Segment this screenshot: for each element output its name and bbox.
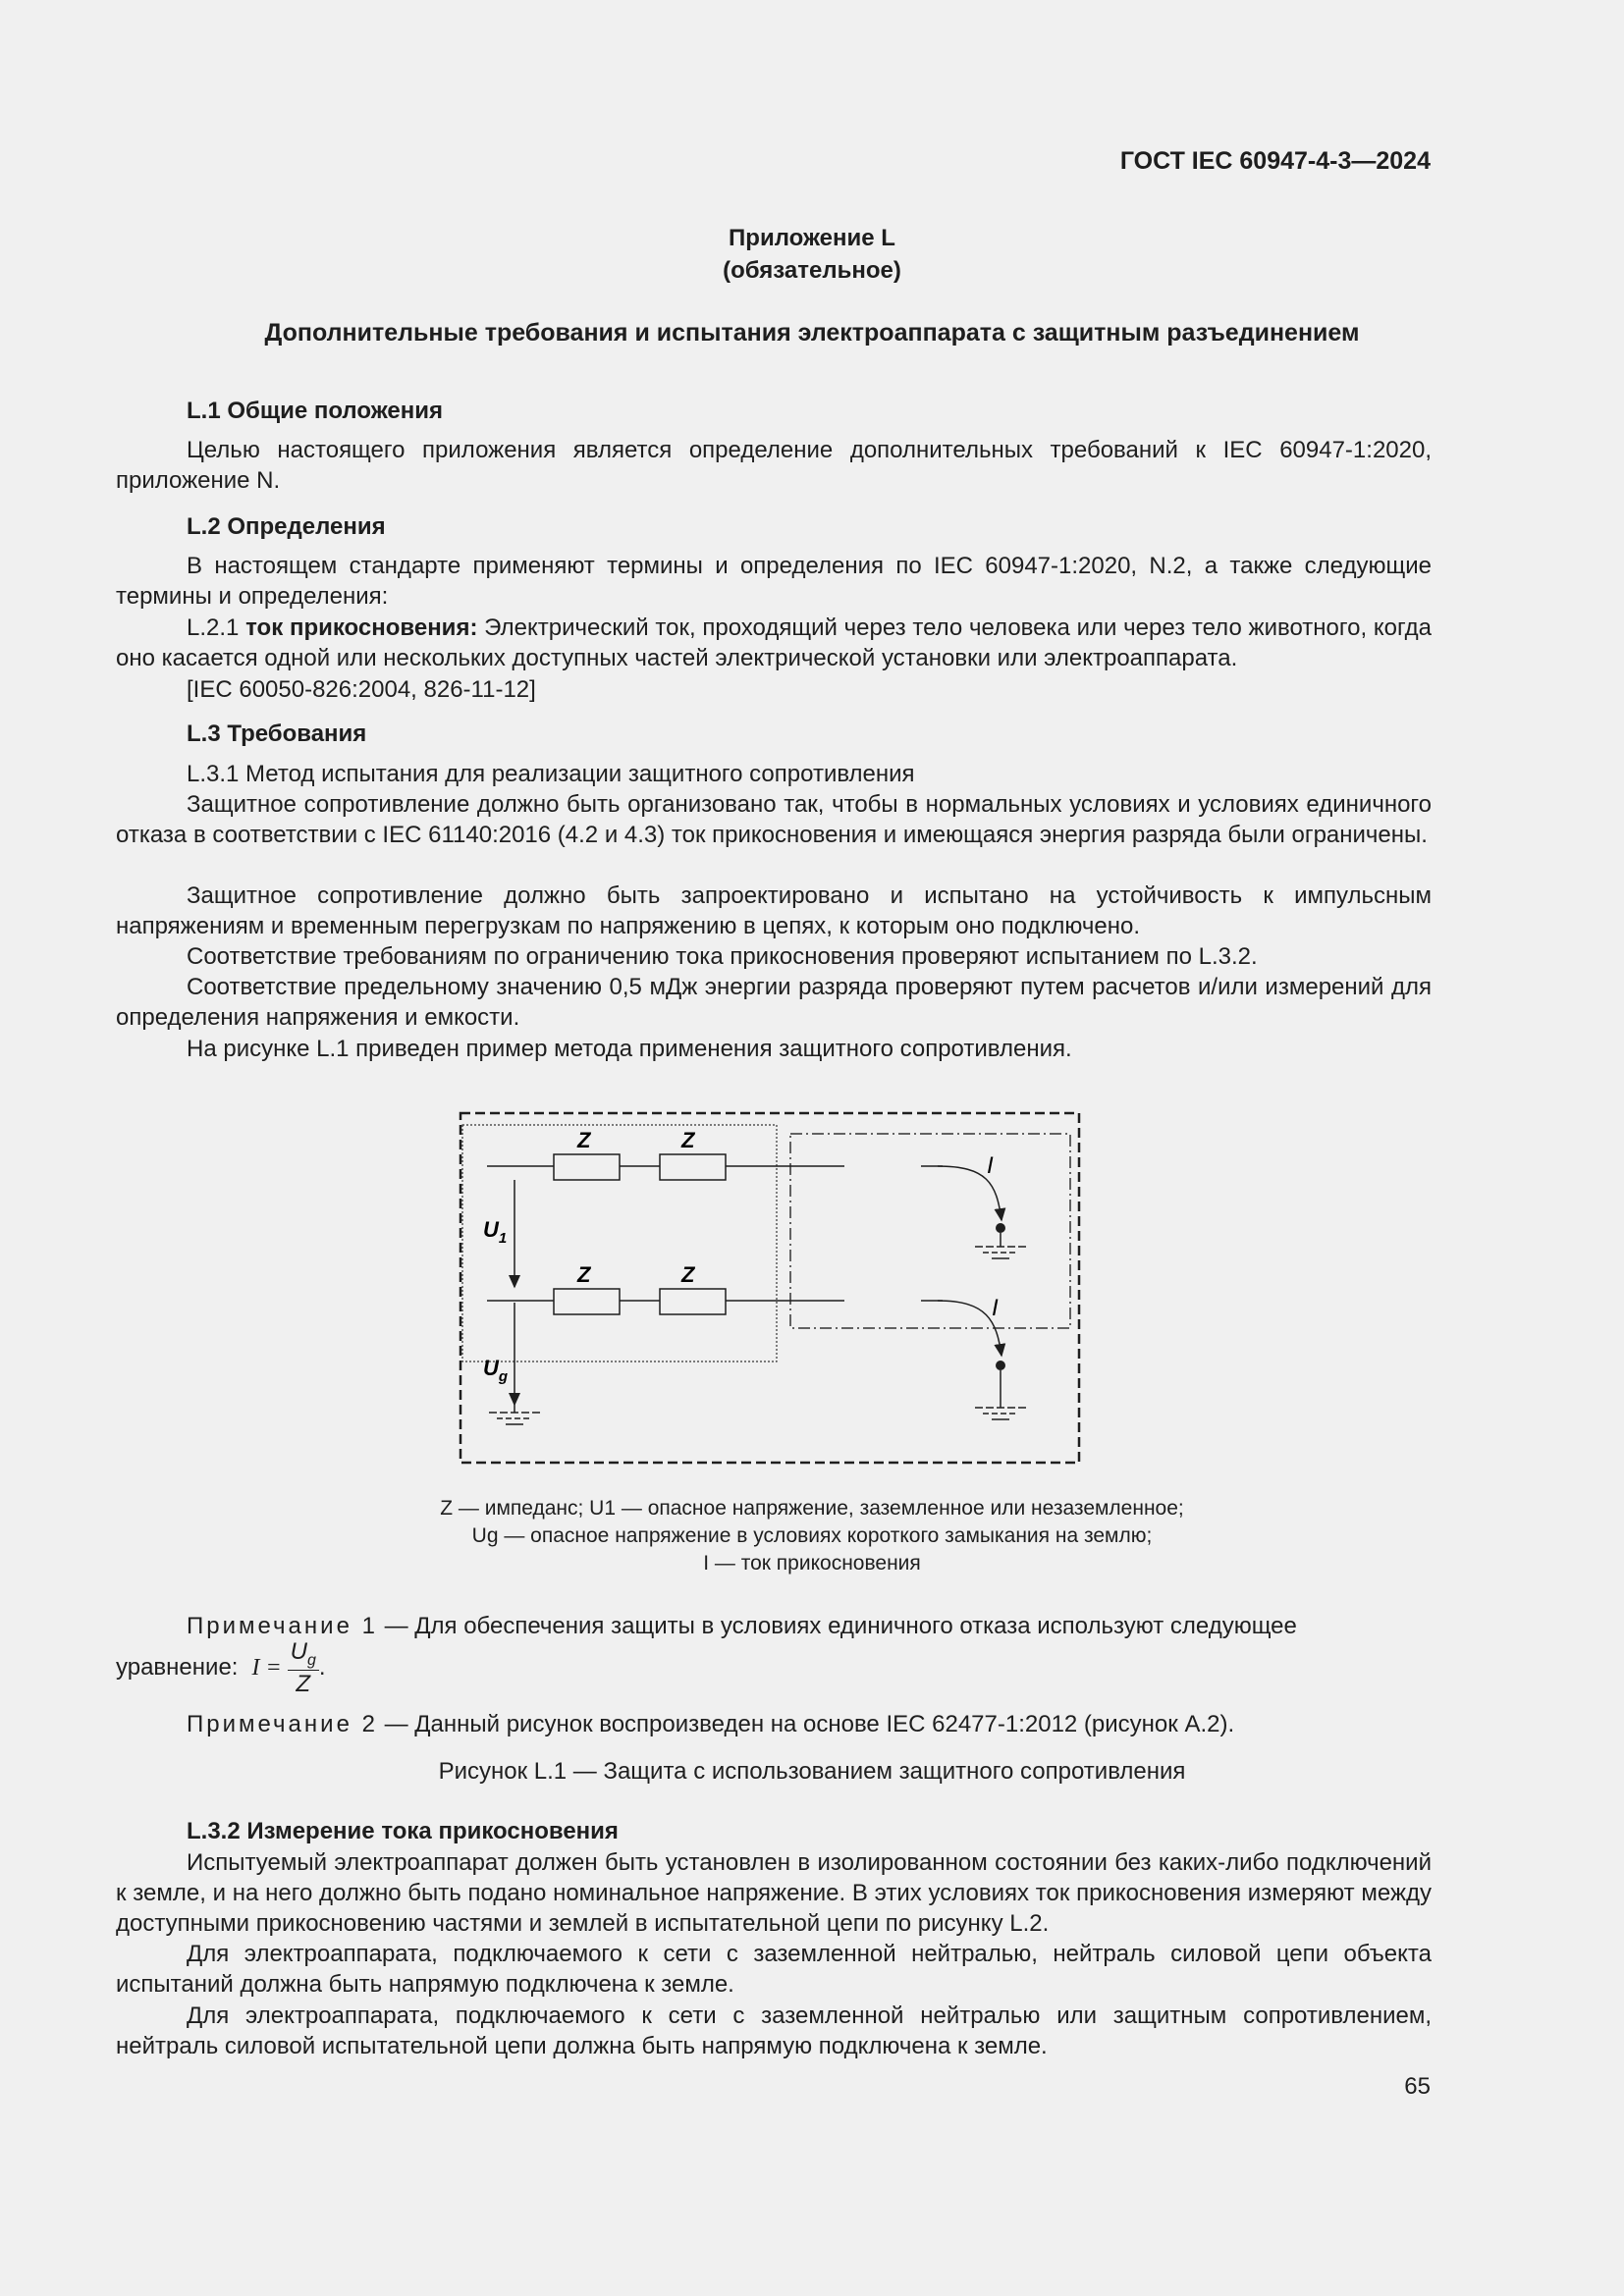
paragraph-l3-2-3: Для электроаппарата, подключаемого к сети с заземленной нейтралью или защитным сопротивлением, нейтраль силовой испытательной цепи должна быть напрямую подключена к земле. xyxy=(116,2002,1432,2059)
paragraph-l3-2-2: Для электроаппарата, подключаемого к сети с заземленной нейтралью, нейтраль силовой цепи объекта испытаний должна быть напрямую подключена к земле. xyxy=(116,1941,1432,1998)
equation-denominator: Z xyxy=(296,1670,311,1697)
figure-legend-line-1: Z — импеданс; U1 — опасное напряжение, заземленное или незаземленное; xyxy=(440,1497,1184,1520)
document-code: ГОСТ IEC 60947-4-3—2024 xyxy=(1119,147,1431,175)
dashdot-boundary xyxy=(790,1134,1070,1328)
page-number: 65 xyxy=(1404,2073,1431,2100)
section-heading-l3-2: L.3.2 Измерение тока прикосновения xyxy=(187,1818,619,1844)
touch-point xyxy=(996,1223,1005,1233)
impedance-resistor xyxy=(660,1154,726,1180)
definition-reference: [IEC 60050-826:2004, 826-11-12] xyxy=(187,676,536,703)
definition-text: Электрический ток, проходящий через тело человека или через тело животного, когда оно касается одной или нескольких доступных частей электрической установки или электроаппарата. xyxy=(116,614,1432,671)
annex-title: Приложение L xyxy=(729,225,895,251)
figure-legend-line-2: Ug — опасное напряжение в условиях короткого замыкания на землю; xyxy=(471,1524,1153,1547)
label-ug: $U_g$ xyxy=(483,1356,509,1385)
label-z: Z xyxy=(577,1262,591,1287)
paragraph-l3-2-1: Испытуемый электроаппарат должен быть установлен в изолированном состоянии без каких-либо подключений к земле, и на него должно быть подано номинальное напряжение. В этих условиях ток прикосновения измеряют между доступными прикосновению частями и землей в испытательной цепи по рисунку L.2. xyxy=(116,1849,1432,1937)
label-i: I xyxy=(987,1152,994,1179)
paragraph-l3-5: На рисунке L.1 приведен пример метода применения защитного сопротивления. xyxy=(187,1036,1072,1062)
figure-note-1 xyxy=(116,1611,1432,1641)
note-label: Примечание 2 xyxy=(187,1711,378,1737)
label-z: Z xyxy=(681,1128,695,1152)
note-label: Примечание 1 xyxy=(187,1613,378,1639)
paragraph-l3-2: Защитное сопротивление должно быть запроектировано и испытано на устойчивость к импульсным напряжениям и временным перегрузкам по напряжению в цепях, к которым оно подключено. xyxy=(116,882,1432,939)
annex-heading: Дополнительные требования и испытания электроаппарата с защитным разъединением xyxy=(264,319,1360,347)
figure-note-2 xyxy=(116,1709,1432,1739)
section-heading-l3: L.3 Требования xyxy=(187,721,367,747)
subsection-l3-1: L.3.1 Метод испытания для реализации защитного сопротивления xyxy=(187,761,915,787)
definition-l2-1 xyxy=(116,613,1432,673)
label-i: I xyxy=(992,1295,999,1321)
equation-numerator: $U_g$ xyxy=(288,1638,319,1671)
definition-term: ток прикосновения: xyxy=(245,614,478,641)
section-heading-l1: L.1 Общие положения xyxy=(187,398,443,424)
note-text: — Данный рисунок воспроизведен на основе IEC 62477-1:2012 (рисунок А.2). xyxy=(377,1711,1235,1737)
figure-l1-diagram xyxy=(452,1104,1090,1472)
impedance-resistor xyxy=(554,1289,620,1314)
note-equation: уравнение: I = $\frac{U_g}{Z}$ . xyxy=(116,1638,326,1697)
equation-prefix: уравнение: xyxy=(116,1654,239,1682)
equation-lhs: I = xyxy=(251,1654,282,1681)
figure-legend-line-3: I — ток прикосновения xyxy=(703,1552,921,1575)
annex-status: (обязательное) xyxy=(723,257,901,284)
ground-symbol xyxy=(975,1370,1026,1419)
ground-symbol xyxy=(489,1405,540,1424)
impedance-resistor xyxy=(554,1154,620,1180)
touch-point xyxy=(996,1361,1005,1370)
definition-number: L.2.1 xyxy=(187,614,246,641)
equation-fraction xyxy=(288,1638,319,1698)
paragraph-l3-1: Защитное сопротивление должно быть организовано так, чтобы в нормальных условиях и условиях единичного отказа в соответствии с IEC 61140:2016 (4.2 и 4.3) ток прикосновения и имеющаяся энергия разряда были ограничены. xyxy=(116,791,1432,848)
paragraph-l2: В настоящем стандарте применяют термины и определения по IEC 60947-1:2020, N.2, а также следующие термины и определения: xyxy=(116,553,1432,610)
label-z: Z xyxy=(681,1262,695,1287)
figure-caption: Рисунок L.1 — Защита с использованием защитного сопротивления xyxy=(438,1758,1186,1785)
impedance-resistor xyxy=(660,1289,726,1314)
paragraph-l3-3: Соответствие требованиям по ограничению тока прикосновения проверяют испытанием по L.3.2. xyxy=(187,943,1258,970)
label-z: Z xyxy=(577,1128,591,1152)
ground-symbol xyxy=(975,1233,1026,1258)
paragraph-l1: Целью настоящего приложения является определение дополнительных требований к IEC 60947-1:2020, приложение N. xyxy=(116,437,1432,494)
note-text: — Для обеспечения защиты в условиях единичного отказа используют следующее xyxy=(377,1613,1297,1639)
paragraph-l3-4: Соответствие предельному значению 0,5 мДж энергии разряда проверяют путем расчетов и/или измерений для определения напряжения и емкости. xyxy=(116,974,1432,1031)
section-heading-l2: L.2 Определения xyxy=(187,513,386,540)
label-u1: $U_1$ xyxy=(483,1217,508,1247)
